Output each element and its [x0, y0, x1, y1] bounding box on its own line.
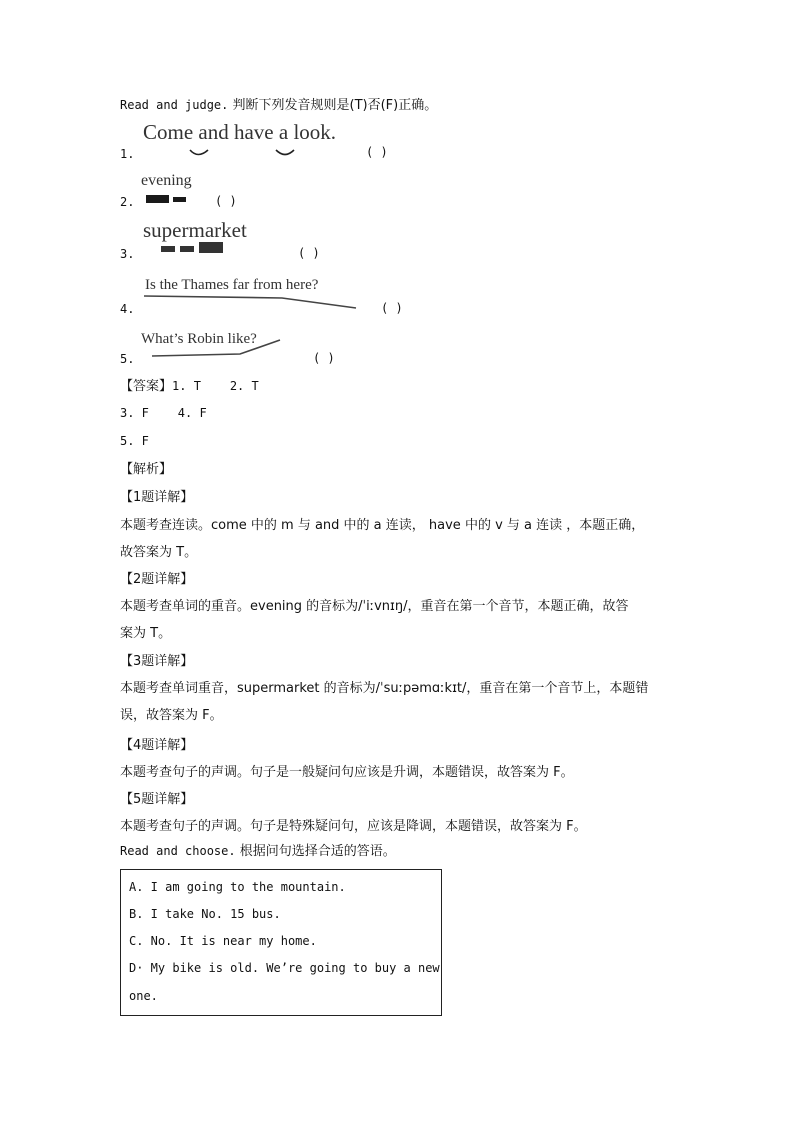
- q3-answer-blank: ( ): [298, 246, 320, 260]
- intonation-falling: [150, 336, 290, 362]
- section2-cn: 根据问句选择合适的答语。: [239, 844, 396, 859]
- stress-mark-1: [161, 246, 175, 252]
- detail-5-title: 【5题详解】: [120, 792, 194, 807]
- answer-line-1: [120, 377, 259, 396]
- detail-3-title: 【3题详解】: [120, 654, 194, 669]
- option-c: C. No. It is near my home.: [129, 934, 317, 948]
- detail-3-text: 本题考查单词重音，supermarket 的音标为/ˈsuːpəmɑːkɪt/，重音在第一个音节上，本题错: [120, 681, 649, 696]
- answer-1-2: 1. T 2. T: [172, 379, 259, 393]
- option-d-cont: one.: [129, 989, 158, 1003]
- q5-number: 5.: [120, 352, 135, 366]
- options-box: [120, 869, 442, 1016]
- section2-intro: [120, 842, 396, 861]
- detail-3-text-cont: 误，故答案为 F。: [120, 708, 223, 723]
- intro-line: [120, 96, 437, 115]
- stress-mark-weak: [173, 197, 186, 202]
- q4-phrase: Is the Thames far from here?: [145, 277, 319, 293]
- q1-phrase: Come and have a look.: [143, 120, 337, 144]
- detail-2-text: 本题考查单词的重音。evening 的音标为/ˈiːvnɪŋ/，重音在第一个音节，本题正确，故答: [120, 599, 629, 614]
- q2-phrase: evening: [141, 172, 192, 189]
- detail-4-text: 本题考查句子的声调。句子是一般疑问句应该是升调，本题错误，故答案为 F。: [120, 765, 574, 780]
- q5-answer-blank: ( ): [313, 351, 335, 365]
- q2-number: 2.: [120, 195, 135, 209]
- answer-3-4: 3. F 4. F: [120, 406, 207, 420]
- detail-5-text: 本题考查句子的声调。句子是特殊疑问句，应该是降调，本题错误，故答案为 F。: [120, 819, 587, 834]
- q3-number: 3.: [120, 247, 135, 261]
- option-a: A. I am going to the mountain.: [129, 880, 346, 894]
- q4-number: 4.: [120, 302, 135, 316]
- q1-number: 1.: [120, 147, 135, 161]
- liaison-marks: [186, 148, 306, 162]
- stress-mark-strong: [146, 195, 169, 203]
- intro-cn: 判断下列发音规则是(T)否(F)正确。: [232, 98, 438, 113]
- analysis-label: 【解析】: [120, 462, 173, 477]
- intonation-rising: [142, 292, 362, 312]
- q2-answer-blank: ( ): [215, 194, 237, 208]
- detail-1-text-cont: 故答案为 T。: [120, 545, 198, 560]
- detail-2-text-cont: 案为 T。: [120, 626, 172, 641]
- detail-1-text: 本题考查连读。come 中的 m 与 and 中的 a 连读， have 中的 v 与 a 连读 ，本题正确，: [120, 518, 645, 533]
- option-d: D· My bike is old. We’re going to buy a new: [129, 961, 440, 975]
- q1-answer-blank: ( ): [366, 145, 388, 159]
- detail-4-title: 【4题详解】: [120, 738, 194, 753]
- section2-en: Read and choose.: [120, 844, 236, 858]
- detail-1-title: 【1题详解】: [120, 490, 194, 505]
- q4-answer-blank: ( ): [381, 301, 403, 315]
- answer-label: 【答案】: [120, 379, 173, 394]
- liaison-mark-2: [276, 150, 294, 155]
- option-b: B. I take No. 15 bus.: [129, 907, 281, 921]
- q5-phrase: What’s Robin like?: [141, 331, 257, 347]
- answer-5: 5. F: [120, 434, 149, 448]
- stress-mark-2: [180, 246, 194, 252]
- detail-2-title: 【2题详解】: [120, 572, 194, 587]
- q3-phrase: supermarket: [143, 218, 247, 242]
- stress-mark-3: [199, 242, 223, 253]
- intro-en: Read and judge.: [120, 98, 229, 112]
- liaison-mark-1: [190, 150, 208, 155]
